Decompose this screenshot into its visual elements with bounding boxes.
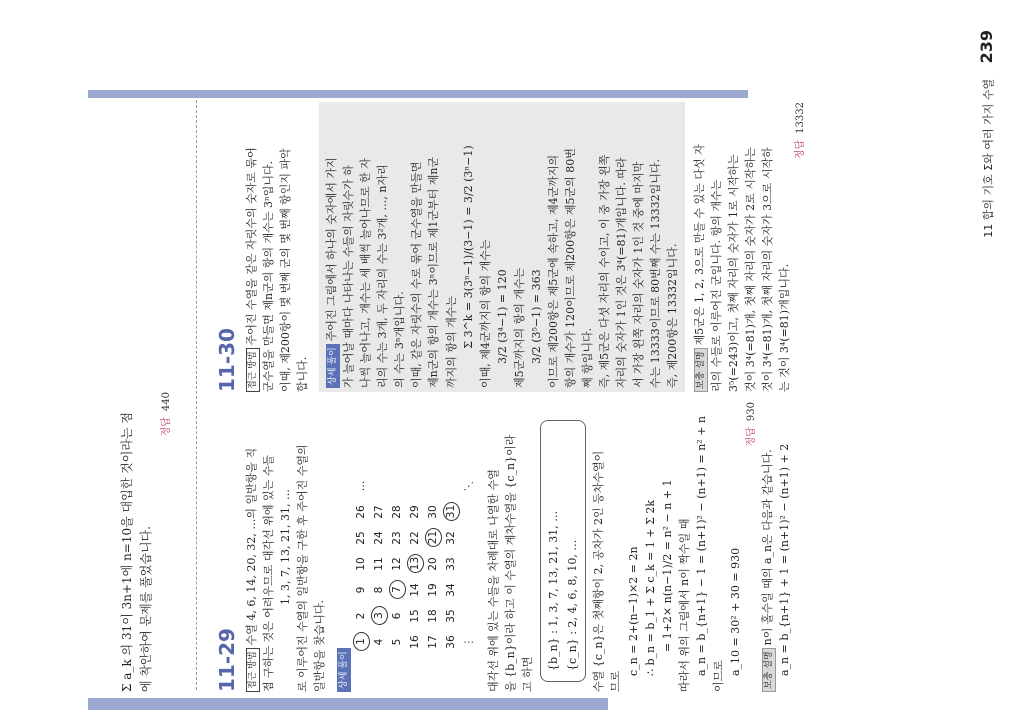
solution-tag: 상세 풀이 [326,344,340,388]
grid-cell: 30 [427,505,440,519]
grid-cell: 8 [373,586,386,594]
answer-value: 930 [745,402,757,422]
grid-cell: 17 [427,635,440,649]
grid-cell: ⋮ [463,636,476,648]
note-line: a_n = b_{n+1} + 1 = (n+1)² − (n+1) + 2 [778,443,792,676]
approach-tag: 접근 방법 [246,648,260,692]
prefix: 11- [215,355,239,392]
grid-cell: 7 [389,580,406,599]
grid-cell: 6 [391,612,404,620]
answer-13332 [793,102,809,392]
eq-an: a_n = b_{n+1} − 1 = (n+1)² − (n+1) = n² + n [694,416,708,676]
conclusion-line: 수는 13333이므로 80번째 수는 13332입니다. [649,159,663,388]
grid-cell: 10 [355,557,368,571]
text-line: 고 하면 [521,656,535,692]
grid-cell: 19 [427,583,440,597]
divider [196,100,197,690]
eq-a10: a_10 = 30² + 30 = 930 [728,547,742,676]
problem-number-29 [212,402,243,692]
text-line: 대각선 위에 있는 수들을 차례대로 나열한 수열 [487,469,501,692]
note-line: 것이 3⁴(=81)개, 첫째 자리의 숫자가 3으로 시작하 [761,147,775,392]
conclusion-line: 즉, 제200항은 13332입니다. [666,243,680,388]
grid-cell: 20 [427,557,440,571]
solution-line: 까지의 항의 개수는 [444,295,458,388]
note-line: 제5군은 1, 2, 3으로 만들 수 있는 다섯 자 [693,144,707,346]
text-line: 따라서 위의 그림에서 n이 짝수일 때 [677,518,691,692]
answer-value: 440 [161,392,173,412]
grid-cell: 32 [445,531,458,545]
answer-930 [744,402,760,692]
grid-cell: 15 [409,609,422,623]
grid-cell: 18 [427,609,440,623]
answer-label: 정답 [795,139,807,160]
chapter-title: 11 합의 기호 Σ와 여러 가지 수열 [982,78,995,238]
answer-label: 정답 [161,417,173,437]
text-line: 을 {b_n}이라 하고 이 수열의 계차수열을 {c_n}이라 [504,434,518,692]
eq-363: 3/2 (3⁵−1) = 363 [529,269,543,364]
intro-line-1: Σ a_k 의 31이 3n+1에 n=10을 대입한 것이라는 점 [120,412,134,692]
grid-cell: 1 [353,632,370,651]
grid-cell: 35 [445,609,458,623]
grid-cell: 33 [445,557,458,571]
grid-cell: 14 [409,583,422,597]
grid-cell: 24 [373,531,386,545]
grid-cell: 11 [373,557,386,571]
grid-cell: 28 [391,505,404,519]
grid-cell: 25 [355,531,368,545]
approach-line: 이때, 제200항이 몇 번째 군의 몇 번째 항인지 파악 [279,148,293,392]
problem-29 [212,402,793,692]
num: 29 [215,628,239,656]
solution-line: 이때, 제4군까지의 항의 개수는 [478,239,492,388]
grid-cell: 23 [391,531,404,545]
eq-sum: Σ 3^k = 3(3ⁿ−1)/(3−1) = 3/2 (3ⁿ−1) [461,145,475,349]
approach-line: 군수열을 만들면 제n군의 항의 개수는 3ⁿ입니다. [262,160,276,392]
problem-number-30 [212,102,243,392]
conclusion-line: 항의 개수가 120이므로 제200항은 제5군의 80번 [563,148,577,388]
accent-bar-right [88,90,748,98]
note-line: n이 홀수일 때의 a_n은 다음과 같습니다. [761,449,775,646]
grid-cell: 2 [355,612,368,620]
approach-line: 접 구하는 것은 어려우므로 대각선 위에 있는 수들 [262,455,276,692]
seq-c: {c_n} : 2, 4, 6, 8, 10, … [566,539,580,671]
solution-line: 주어진 그림에서 하나의 숫자에서 가지 [325,157,339,342]
seq-b: {b_n} : 1, 3, 7, 13, 21, 31, … [547,510,561,671]
number-grid [353,402,485,652]
grid-cell: 9 [355,586,368,594]
grid-cell: 4 [373,638,386,646]
text-line: 수열 {c_n}은 첫째항이 2, 공차가 2인 등차수열이 [592,450,606,692]
approach-tag: 접근 방법 [246,348,260,392]
note-line: 3⁵(=243)이고, 첫째 자리의 숫자가 1로 시작하는 [727,154,741,392]
note-line: 는 것이 3⁴(=81)개입니다. [778,263,792,392]
grid-cell: 5 [391,638,404,646]
sequence-box [540,420,586,682]
answer-value: 13332 [795,102,807,134]
solution-line: 제n군의 항의 개수는 3ⁿ이므로 제1군부터 제n군 [427,156,441,388]
note-tag: 보충 설명 [694,348,708,392]
conclusion-line: 째 항입니다. [580,327,594,388]
eq-120: 3/2 (3⁴−1) = 120 [495,269,509,364]
rotated-page [0,10,1011,710]
note-line: 리의 수들로 이루어진 군입니다. 항의 개수는 [710,179,724,392]
grid-cell: 26 [355,505,368,519]
grid-cell: ⋱ [463,480,476,492]
answer-label: 정답 [745,427,757,447]
approach-line: 합니다. [296,356,310,392]
page-number: 239 [977,30,996,64]
grid-cell: 12 [391,557,404,571]
solution-line: 리의 수는 3개, 두 자리의 수는 3²개, …, n자리 [376,164,390,388]
prefix: 11- [215,655,239,692]
solution-line: 이때, 같은 자릿수의 수로 묶어 군수열을 만들면 [410,161,424,388]
grid-cell: 29 [409,505,422,519]
eq-bn-result: = 1+2× n(n−1)/2 = n² − n + 1 [660,479,674,652]
text-line: 이므로 [711,660,725,692]
grid-cell: 13 [407,554,424,573]
note-line: 것이 3⁴(=81)개, 첫째 자리의 숫자가 2로 시작하는 [744,147,758,392]
answer-440 [159,392,175,692]
grid-cell: 27 [373,505,386,519]
solution-line: 나씩 늘어나고, 개수는 세 배씩 늘어나므로 한 자 [359,158,373,388]
solution-panel [319,102,685,392]
approach-line: 수열 4, 6, 14, 20, 32, …의 일반항을 직 [245,447,258,646]
page-footer [975,30,1000,380]
conclusion-line: 자리의 숫자가 1인 것은 3⁴(=81)개입니다. 따라 [614,157,628,388]
grid-cell: … [355,480,368,492]
grid-cell: 34 [445,583,458,597]
grid-cell: 16 [409,635,422,649]
grid-cell: 3 [371,606,388,625]
grid-cell: 21 [425,528,442,547]
problem-30 [212,102,809,392]
approach-line: 로 이루어진 수열의 일반항을 구한 후 주어진 수열의 [296,444,310,692]
grid-cell: 36 [445,635,458,649]
solution-line: 의 수는 3ⁿ개입니다. [393,291,407,388]
solution-tag: 상세 풀이 [337,648,351,692]
intro-line-2: 에 착안하여 문제를 풀었습니다. [138,526,153,692]
note-tag: 보충 설명 [762,648,776,692]
solution-line: 제5군까지의 항의 개수는 [512,267,526,388]
solution-line: 가 늘어날 때마다 나타나는 수들의 자릿수가 하 [342,165,356,388]
text-line: 므로 [609,670,623,692]
approach-line: 주어진 수열을 같은 자릿수의 숫자로 묶어 [245,147,258,346]
conclusion-line: 즉, 제5군은 다섯 자리의 수이고, 이 중 가장 왼쪽 [597,154,611,388]
approach-line: 1, 3, 7, 13, 21, 31, … [279,489,293,605]
conclusion-line: 이므로 제200항은 제5군에 속하고, 제4군까지의 [546,154,560,388]
eq-cn: c_n = 2+(n−1)×2 = 2n [626,546,640,676]
num: 30 [215,328,239,356]
accent-bar-top [88,698,608,710]
grid-cell: 22 [409,531,422,545]
conclusion-line: 서 가장 왼쪽 자리의 숫자가 1인 것 중에 마지막 [632,161,646,388]
approach-line: 일반항을 찾습니다. [313,599,327,692]
intro-block [118,392,175,692]
grid-cell: 31 [443,502,460,521]
eq-bn: ∴ b_n = b_1 + Σ c_k = 1 + Σ 2k [643,499,657,676]
